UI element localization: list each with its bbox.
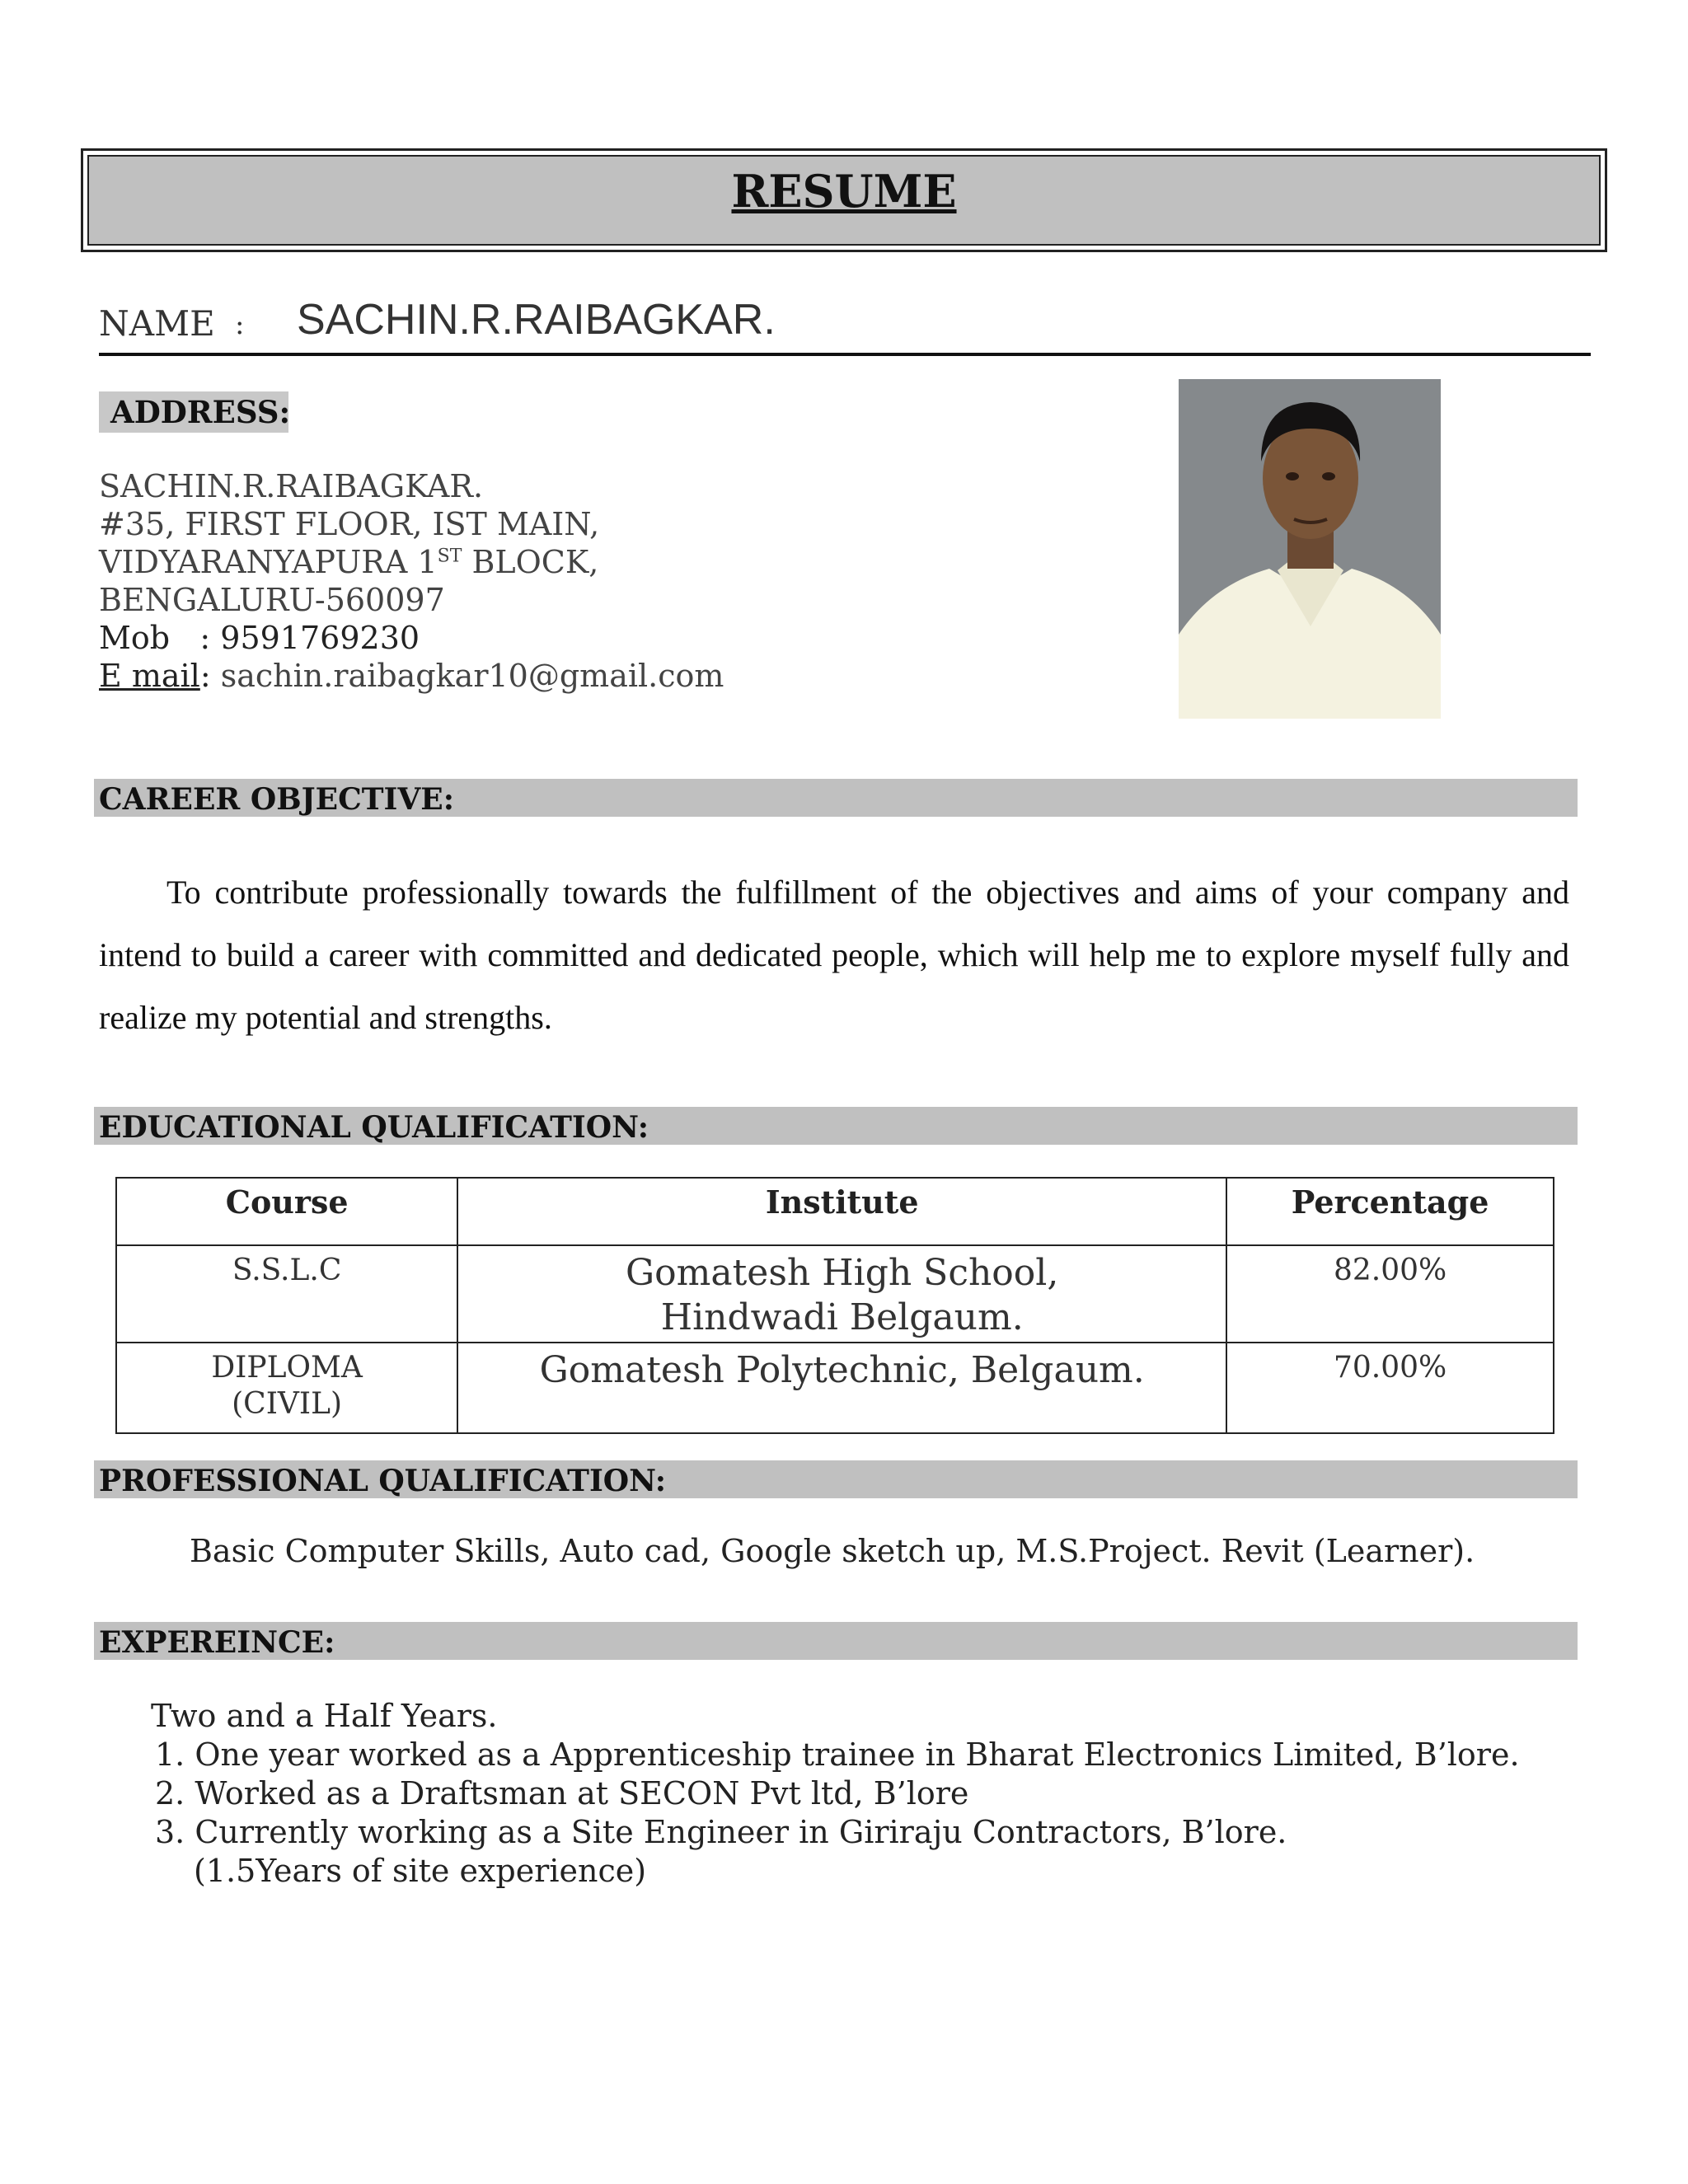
institute-text: Gomatesh High School, (626, 1252, 1059, 1294)
percentage-cell (1226, 1245, 1554, 1343)
table-row (116, 1343, 1554, 1433)
percentage-cell (1226, 1343, 1554, 1433)
experience-note: (1.5Years of site experience) (194, 1853, 647, 1889)
education-heading-text: EDUCATIONAL QUALIFICATION: (99, 1110, 649, 1145)
course-cell (116, 1343, 457, 1433)
address-line-1: SACHIN.R.RAIBAGKAR. (99, 468, 484, 504)
address-heading (99, 391, 291, 433)
name-colon: : (235, 308, 245, 341)
address-line-3-sup: ST (437, 546, 462, 567)
address-heading-text: ADDRESS: (110, 394, 291, 430)
address-line-4: BENGALURU-560097 (99, 582, 445, 618)
professional-text: Basic Computer Skills, Auto cad, Google sketch up, M.S.Project. Revit (Learner). (190, 1533, 1475, 1569)
course-text: S.S.L.C (232, 1254, 342, 1287)
resume-title: RESUME (731, 165, 957, 218)
table-row (116, 1245, 1554, 1343)
title-box (81, 148, 1607, 252)
institute-cell (457, 1245, 1226, 1343)
name-label: NAME (99, 303, 215, 344)
experience-heading (94, 1622, 1578, 1660)
name-row (99, 297, 1591, 356)
institute-text: Gomatesh Polytechnic, Belgaum. (539, 1349, 1145, 1391)
mobile-label: Mob (99, 620, 171, 656)
header-institute: Institute (457, 1178, 1226, 1245)
experience-summary: Two and a Half Years. (151, 1698, 498, 1734)
profile-photo-image (1179, 379, 1441, 719)
career-objective-heading (94, 779, 1578, 817)
email-line (99, 658, 724, 694)
name-value: SACHIN.R.RAIBAGKAR. (297, 296, 776, 344)
list-item: 1. One year worked as a Apprenticeship trainee in Bharat Electronics Limited, B’lore. (155, 1736, 1520, 1773)
experience-heading-text: EXPEREINCE: (99, 1625, 335, 1660)
course-text: DIPLOMA (211, 1351, 363, 1385)
list-item: 3. Currently working as a Site Engineer in Giriraju Contractors, B’lore. (155, 1814, 1287, 1850)
mobile-line (99, 620, 420, 656)
percentage-text: 82.00% (1333, 1254, 1447, 1287)
institute-text: Hindwadi Belgaum. (660, 1296, 1024, 1338)
professional-heading (94, 1460, 1578, 1498)
institute-cell (457, 1343, 1226, 1433)
education-heading (94, 1107, 1578, 1145)
career-objective-text: To contribute professionally towards the fulfillment of the objectives and aims of your company and intend to build a career with committed and dedicated people, which will help me to explore myself fully and realize my potential and strengths. (99, 874, 1569, 1036)
profile-photo (1179, 379, 1441, 719)
address-line-3 (99, 544, 598, 580)
address-line-2: #35, FIRST FLOOR, IST MAIN, (99, 506, 600, 542)
mobile-sep: : (199, 620, 211, 656)
percentage-text: 70.00% (1333, 1351, 1447, 1385)
list-item: 2. Worked as a Draftsman at SECON Pvt ltd, B’lore (155, 1775, 969, 1811)
professional-heading-text: PROFESSIONAL QUALIFICATION: (99, 1464, 667, 1498)
email-value[interactable]: sachin.raibagkar10@gmail.com (220, 658, 724, 694)
education-table-header (116, 1178, 1554, 1245)
title-banner (87, 155, 1601, 246)
career-objective-heading-text: CAREER OBJECTIVE: (99, 782, 455, 817)
mobile-value: 9591769230 (220, 620, 420, 656)
email-label: E mail (99, 658, 200, 694)
header-percentage: Percentage (1226, 1178, 1554, 1245)
header-course: Course (116, 1178, 457, 1245)
course-text: (CIVIL) (232, 1387, 343, 1421)
address-line-3-end: BLOCK, (462, 544, 599, 580)
course-cell (116, 1245, 457, 1343)
email-sep: : (199, 658, 211, 694)
address-line-3-main: VIDYARANYAPURA 1 (99, 544, 438, 580)
education-table (115, 1177, 1554, 1434)
